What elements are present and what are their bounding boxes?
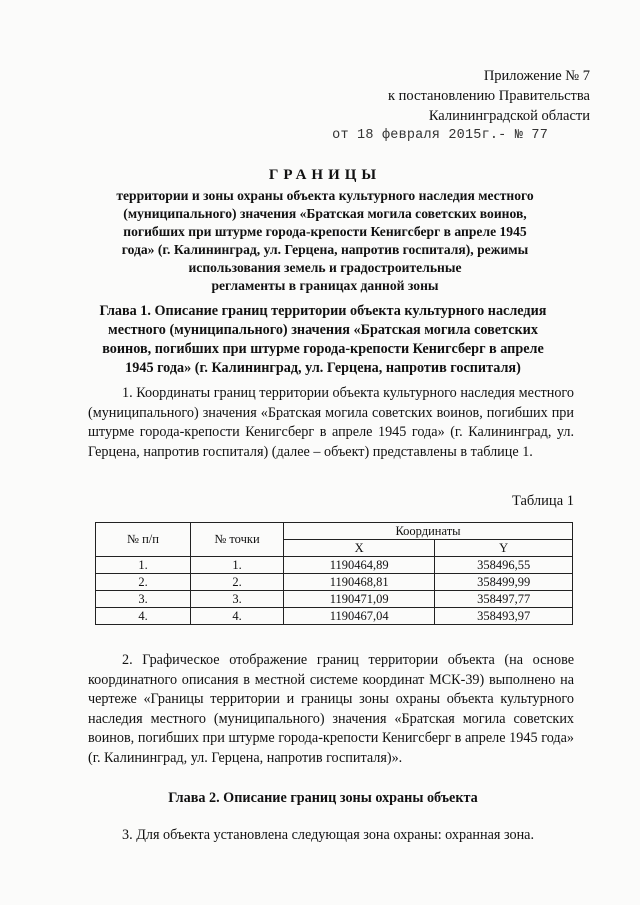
- cell-x: 1190464,89: [284, 557, 435, 574]
- appendix-date-stamp: от 18 февраля 2015г.- № 77: [332, 128, 548, 143]
- table-row: [96, 591, 573, 608]
- paragraph-3: 3. Для объекта установлена следующая зона охраны: охранная зона.: [122, 827, 535, 843]
- title-heading: ГРАНИЦЫ: [268, 167, 382, 183]
- column-header-x: X: [284, 540, 435, 557]
- chapter-1-heading: [68, 302, 578, 378]
- chapter-line: Глава 1. Описание границ территории объекта культурного наследия: [99, 303, 547, 319]
- table-row: [96, 574, 573, 591]
- cell-y: 358497,77: [435, 591, 573, 608]
- title-line: погибших при штурме города-крепости Кенигсберг в апреле 1945: [123, 224, 527, 239]
- chapter-line: местного (муниципального) значения «Братская могила советских: [108, 322, 538, 338]
- table-row: [96, 557, 573, 574]
- coordinates-table: [95, 522, 573, 625]
- cell-y: 358493,97: [435, 608, 573, 625]
- appendix-region: Калининградской области: [428, 108, 590, 124]
- cell-number: 3.: [96, 591, 191, 608]
- cell-y: 358496,55: [435, 557, 573, 574]
- table-caption: Таблица 1: [511, 493, 574, 509]
- title-line: года» (г. Калининград, ул. Герцена, напротив госпиталя), режимы: [121, 242, 529, 257]
- column-header-coordinates: Координаты: [284, 523, 573, 540]
- chapter-line: 1945 года» (г. Калининград, ул. Герцена, напротив госпиталя): [125, 360, 521, 376]
- cell-point: 3.: [191, 591, 284, 608]
- appendix-resolution: к постановлению Правительства: [388, 88, 590, 104]
- chapter-2-heading: Глава 2. Описание границ зоны охраны объекта: [168, 790, 478, 806]
- cell-point: 1.: [191, 557, 284, 574]
- paragraph-text: 2. Графическое отображение границ территории объекта (на основе координатного описания в местной системе координат МСК-39) выполнено на чертеже «Границы территории и границы зоны охраны объекта культурного наследия местного (муниципального) значения «Братская могила советских воинов, погибших при штурме города-крепости Кенигсберг в апреле 1945 года» (г. Калининград, ул. Герцена, напротив госпиталя)».: [88, 652, 574, 766]
- cell-number: 4.: [96, 608, 191, 625]
- document-title: [60, 165, 590, 295]
- cell-x: 1190471,09: [284, 591, 435, 608]
- column-header-point: № точки: [191, 523, 284, 557]
- cell-point: 2.: [191, 574, 284, 591]
- appendix-number: Приложение № 7: [483, 68, 590, 84]
- title-line: использования земель и градостроительные: [188, 260, 462, 275]
- title-line: территории и зоны охраны объекта культурного наследия местного: [116, 188, 534, 203]
- title-line: (муниципального) значения «Братская могила советских воинов,: [123, 206, 527, 221]
- appendix-header: [330, 66, 590, 146]
- paragraph-1: [88, 384, 574, 462]
- cell-y: 358499,99: [435, 574, 573, 591]
- chapter-line: воинов, погибших при штурме города-крепости Кенигсберг в апреле: [102, 341, 544, 357]
- cell-x: 1190468,81: [284, 574, 435, 591]
- cell-x: 1190467,04: [284, 608, 435, 625]
- paragraph-text: 1. Координаты границ территории объекта культурного наследия местного (муниципального) значения «Братская могила советских воинов, погибших при штурме города-крепости Кенигсберг в апреле 1945 года» (г. Калининград, ул. Герцена, напротив госпиталя) (далее – объект) представлены в таблице 1.: [88, 385, 574, 460]
- column-header-number: № п/п: [96, 523, 191, 557]
- column-header-y: Y: [435, 540, 573, 557]
- paragraph-2: [88, 651, 574, 768]
- cell-point: 4.: [191, 608, 284, 625]
- cell-number: 1.: [96, 557, 191, 574]
- title-line: регламенты в границах данной зоны: [211, 278, 439, 293]
- cell-number: 2.: [96, 574, 191, 591]
- table-row: [96, 608, 573, 625]
